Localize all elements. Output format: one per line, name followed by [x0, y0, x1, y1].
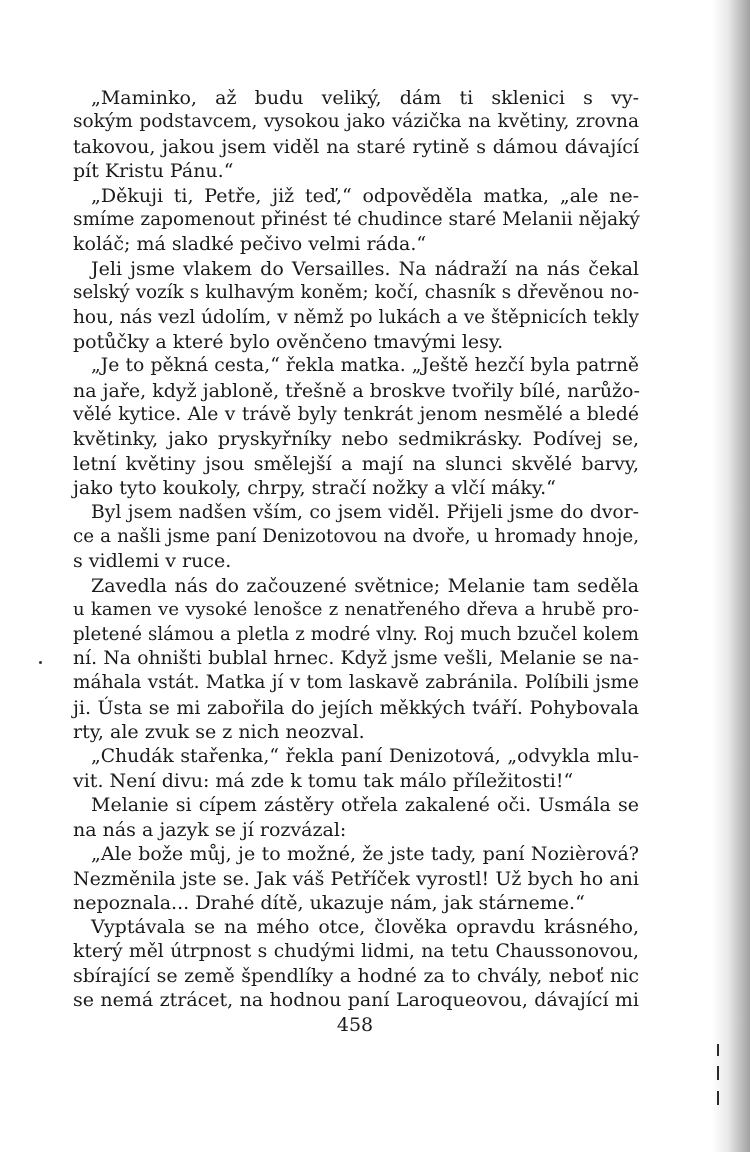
text-line: Zavedla nás do začouzené světnice; Melanie tam seděla [91, 574, 639, 597]
body-text [73, 86, 639, 1013]
edge-mark [717, 1066, 719, 1080]
text-line: rty, ale zvuk se z nich neozval. [73, 721, 365, 744]
text-line: Vyptávala se na mého otce, člověka opravdu krásného, [91, 916, 639, 939]
text-line: u kamen ve vysoké lenošce z nenatřeného dřeva a hrubě pro- [73, 599, 639, 621]
text-line: který měl útrpnost s chudými lidmi, na tetu Chaussonovou, [73, 940, 639, 962]
text-line: koláč; má sladké pečivo velmi ráda.“ [73, 233, 427, 256]
text-line: „Chudák stařenka,“ řekla paní Denizotová, „odvykla mlu- [91, 745, 639, 767]
text-line: s vidlemi v ruce. [73, 550, 232, 573]
text-line: letní květiny jsou smělejší a mají na slunci skvělé barvy, [73, 452, 639, 475]
text-line: Melanie si cípem zástěry otřela zakalené oči. Usmála se [91, 794, 639, 817]
margin-speck [39, 661, 42, 664]
text-line: na nás a jazyk se jí rozvázal: [73, 818, 347, 841]
edge-mark [717, 1044, 719, 1056]
text-line: Byl jsem nadšen vším, co jsem viděl. Přijeli jsme do dvor- [91, 501, 639, 523]
text-line: „Děkuji ti, Petře, již teď,“ odpověděla matka, „ale ne- [91, 184, 639, 207]
text-line: ji. Ústa se mi zabořila do jejích měkkých tváří. Pohybovala [73, 696, 639, 719]
page-number: 458 [336, 1014, 374, 1036]
text-line: jako tyto koukoly, chrpy, stračí nožky a vlčí máky.“ [73, 477, 556, 500]
text-line: na jaře, když jabloně, třešně a broskve tvořily bílé, narůžo- [73, 379, 640, 402]
text-line: ce a našli jsme paní Denizotovou na dvoře, u hromady hnoje, [73, 526, 639, 548]
text-line: smíme zapomenout přinést té chudince staré Melanii nějaký [73, 208, 640, 230]
text-line: „Maminko, až budu veliký, dám ti sklenici s vy- [91, 87, 639, 109]
text-line: Jeli jsme vlakem do Versailles. Na nádraží na nás čekal [91, 257, 639, 280]
text-line: hou, nás vezl údolím, v němž po lukách a ve štěpnicích tekly [73, 306, 639, 328]
text-line: Nezměnila jste se. Jak váš Petříček vyrostl! Už bych ho ani [73, 867, 639, 890]
text-line: máhala vstát. Matka jí v tom laskavě zabránila. Políbili jsme [73, 672, 639, 694]
text-line: selský vozík s kulhavým koněm; kočí, chasník s dřevěnou no- [73, 282, 639, 304]
text-line: „Ale bože můj, je to možné, že jste tady, paní Nozièrová? [91, 843, 639, 866]
text-line: sokým podstavcem, vysokou jako vázička na květiny, zrovna [73, 111, 639, 133]
text-line: se nemá ztrácet, na hodnou paní Laroqueovou, dávající mi [73, 989, 639, 1012]
text-line: květinky, jako pryskyřníky nebo sedmikrásky. Podívej se, [73, 428, 639, 451]
text-line: ní. Na ohništi bublal hrnec. Když jsme vešli, Melanie se na- [73, 647, 639, 669]
edge-mark [717, 1091, 719, 1105]
text-line: pít Kristu Pánu.“ [73, 160, 234, 183]
text-line: sbírající se země špendlíky a hodné za to chvály, neboť nic [73, 965, 639, 988]
page-edge-shadow [728, 0, 750, 1152]
text-line: vit. Není divu: má zde k tomu tak málo příležitosti!“ [73, 769, 574, 792]
text-line: pletené slámou a pletla z modré vlny. Roj much bzučel kolem [73, 623, 639, 645]
text-line: potůčky a které bylo ověnčeno tmavými lesy. [73, 330, 504, 353]
text-line: takovou, jakou jsem viděl na staré rytině s dámou dávající [73, 135, 639, 158]
text-line: nepoznala... Drahé dítě, ukazuje nám, jak stárneme.“ [73, 891, 585, 914]
text-line: „Je to pěkná cesta,“ řekla matka. „Ještě hezčí byla patrně [91, 355, 639, 377]
text-line: vělé kytice. Ale v trávě byly tenkrát jenom nesmělé a bledé [73, 404, 639, 426]
